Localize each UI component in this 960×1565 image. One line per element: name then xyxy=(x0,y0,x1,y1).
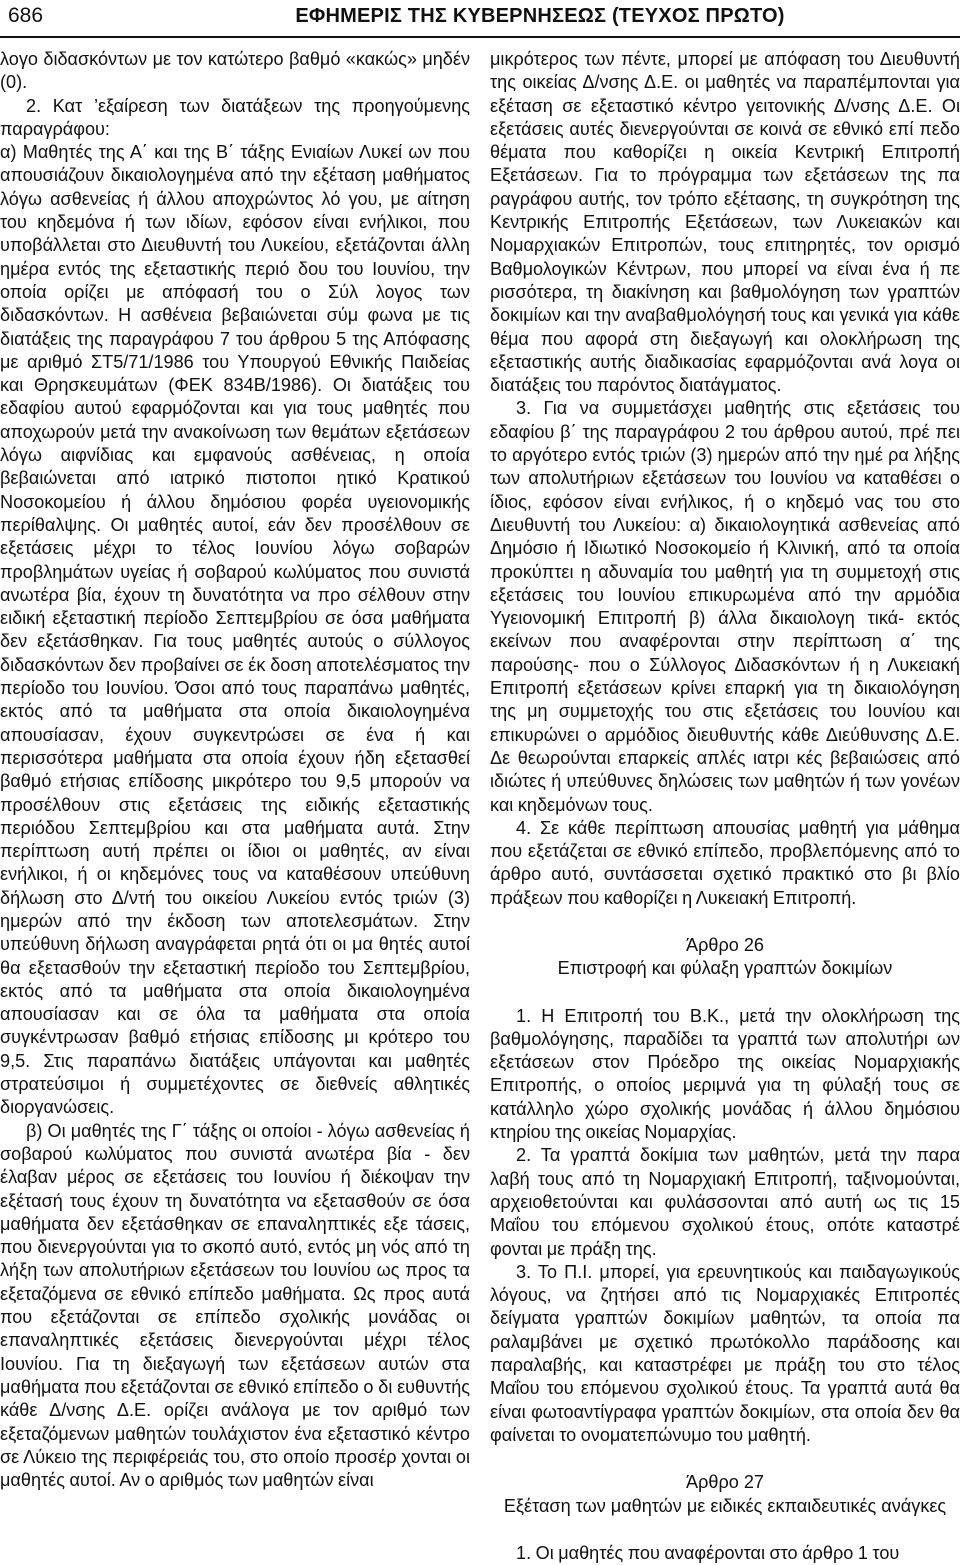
paragraph: α) Μαθητές της Α΄ και της Β΄ τάξης Ενιαίων Λυκεί ων που απουσιάζουν δικαιολογημένα από την εξέταση μαθήματος λόγω ασθενείας ή άλλου αποχρώντος λό γου, με αίτηση του κηδεμόνα ή των ιδίων, εφόσον είναι ενήλικοι, που υποβάλλεται στο Διευθυντή του Λυκείου, εξετάζονται άλλη ημέρα εντός της εξεταστικής περιό δου του Ιουνίου, την οποία ορίζει με απόφασή του ο Σύλ λογος των διδασκόντων. Η ασθένεια βεβαιώνεται σύμ φωνα με τις διατάξεις της παραγράφου 7 του άρθρου 5 της Απόφασης με αριθμό ΣΤ5/71/1986 του Υπουργού Εθνικής Παιδείας και Θρησκευμάτων (ΦΕΚ 834Β/1986). Οι διατάξεις του εδαφίου αυτού εφαρμόζονται και για τους μαθητές που αποχωρούν μετά την ανακοίνωση των θεμάτων εξετάσεων λόγω αιφνίδιας και εμφανούς ασθένειας, η οποία βεβαιώνεται από ιατρικό πιστοποι ητικό Κρατικού Νοσοκομείου ή άλλου δημόσιου φορέα υγειονομικής περίθαλψης. Οι μαθητές αυτοί, εάν δεν προσέλθουν σε εξετάσεις μέχρι το τέλος Ιουνίου λόγω σοβαρών προβλημάτων υγείας ή σοβαρού κωλύματος που συνιστά ανωτέρα βία, έχουν τη δυνατότητα να προ σέλθουν στην ειδική εξεταστική περίοδο Σεπτεμβρίου σε όσα μαθήματα δεν εξετάσθηκαν. Για τους μαθητές αυτούς ο σύλλογος διδασκόντων δεν προβαίνει σε έκ δοση αποτελέσματος την περίοδο του Ιουνίου. Όσοι από τους παραπάνω μαθητές, εκτός από τα μαθήματα στα οποία δικαιολογημένα απουσίασαν, έχουν συγκεντρώσει σε ένα ή και περισσότερα μαθήματα στα οποία έχουν ήδη εξετασθεί βαθμό ετήσιας επίδοσης μικρότερο του 9,5 μπορούν να προσέλθουν στις εξετάσεις της ειδικής εξεταστικής περιόδου Σεπτεμβρίου και στα μαθήματα αυτά. Στην περίπτωση αυτή πρέπει οι ίδιοι οι μαθητές, αν είναι ενήλικοι, ή οι κηδεμόνες τους να καταθέσουν υπεύθυνη δήλωση στο Δ/ντή του οικείου Λυκείου εντός τριών (3) ημερών από την έκδοση των αποτελεσμάτων. Στην υπεύθυνη δήλωση αναγράφεται ρητά ότι οι μα θητές αυτοί θα εξετασθούν την εξεταστική περίοδο του Σεπτεμβρίου, εκτός από τα μαθήματα στα οποία δικαιολογημένα απουσίασαν και σε όλα τα μαθήματα στα οποία συγκέντρωσαν βαθμό ετήσιας επίδοσης μι κρότερο του 9,5. Στις παραπάνω διατάξεις υπάγονται και μαθητές στρατεύσιμοι ή συμμετέχοντες σε διεθνείς αθλητικές διοργανώσεις. xyxy=(0,142,470,1118)
article-number: Άρθρο 27 xyxy=(686,1472,764,1493)
paragraph: 2. Τα γραπτά δοκίμια των μαθητών, μετά την παρα λαβή τους από τη Νομαρχιακή Επιτροπή, ταξινομούνται, αρχειοθετούνται και φυλάσσονται από αυτή ως τις 15 Μαΐου του επόμενου σχολικού έτους, οπότε καταστρέ φονται με πράξη της. xyxy=(490,1145,960,1259)
page-header xyxy=(0,0,960,40)
paragraph: β) Οι μαθητές της Γ΄ τάξης οι οποίοι - λόγω ασθενείας ή σοβαρού κωλύματος που συνιστά ανωτέρα βία - δεν έλαβαν μέρος σε εξετάσεις του Ιουνίου ή διέκοψαν την εξέτασή τους έχουν τη δυνατότητα να εξετασθούν σε όσα μαθήματα δεν εξετάσθηκαν σε επαναληπτικές εξε τάσεις, που διενεργούνται για το σκοπό αυτό, εντός μη νός από τη λήξη των απολυτήριων εξετάσεων του Ιουνίου ως προς τα εξεταζόμενα σε εθνικό επίπεδο μαθήματα. Ως προς αυτά που εξετάζονται σε επίπεδο σχολικής μονάδας οι επαναληπτικές εξετάσεις διενεργούνται μέχρι τέλος Ιουνίου. Για τη διεξαγωγή των εξετάσεων αυτών στα μαθήματα που εξετάζονται σε εθνικό επίπεδο ο δι ευθυντής κάθε Δ/νσης Δ.Ε. ορίζει ανάλογα με τον αριθμό των εξεταζόμενων μαθητών τουλάχιστον ένα εξεταστικό κέντρο σε Λύκειο της περιφέρειάς του, στο οποίο προσέρ χονται οι μαθητές αυτοί. Αν ο αριθμός των μαθητών είναι xyxy=(0,1120,470,1491)
paragraph: 1. Η Επιτροπή του Β.Κ., μετά την ολοκλήρωση της βαθμολόγησης, παραδίδει τα γραπτά των απολυτήρι ων εξετάσεων στον Πρόεδρο της οικείας Νομαρχιακής Επιτροπής, ο οποίος μεριμνά για τη φύλαξή τους σε κατάλληλο χώρο σχολικής μονάδας ή άλλου δημόσιου κτηρίου της οικείας Νομαρχίας. xyxy=(490,1005,960,1143)
paragraph: λογο διδασκόντων με τον κατώτερο βαθμό «κακώς» μηδέν (0). xyxy=(0,49,470,93)
header-rule xyxy=(0,36,960,38)
left-column xyxy=(0,48,470,1492)
section-spacer xyxy=(490,1518,960,1542)
right-column xyxy=(490,48,960,1565)
section-spacer xyxy=(490,981,960,1005)
paragraph: 2. Κατ ’εξαίρεση των διατάξεων της προηγούμενης παραγράφου: xyxy=(0,95,470,139)
paragraph: 1. Οι μαθητές που αναφέρονται στο άρθρο 1 του xyxy=(516,1542,900,1563)
paragraph: μικρότερος των πέντε, μπορεί με απόφαση του Διευθυντή της οικείας Δ/νσης Δ.Ε. οι μαθητές να παραπέμπονται για εξέταση σε εξεταστικό κέντρο γειτονικής Δ/νσης Δ.Ε. Οι εξετάσεις αυτές διενεργούνται σε κοινά σε εθνικό επί πεδο θέματα που καθορίζει η οικεία Κεντρική Επιτροπή Εξετάσεων. Για το πρόγραμμα των εξετάσεων της πα ραγράφου αυτής, τον τρόπο εξέτασης, τη συγκρότηση της Κεντρικής Επιτροπής Εξετάσεων, των Λυκειακών και Νομαρχιακών Επιτροπών, τους επιτηρητές, τον ορισμό Βαθμολογικών Κέντρων, που μπορεί να είναι ένα ή πε ρισσότερα, τη διακίνηση και βαθμολόγηση των γραπτών δοκιμίων και την αναβαθμολόγησή τους και γενικά για κάθε θέμα που αφορά στη διεξαγωγή και ολοκλήρωση της εξεταστικής αυτής διαδικασίας εφαρμόζονται ανά λογα οι διατάξεις του παρόντος διατάγματος. xyxy=(490,49,960,396)
page-number: 686 xyxy=(8,4,44,27)
section-spacer xyxy=(490,910,960,934)
paragraph: 3. Για να συμμετάσχει μαθητής στις εξετάσεις του εδαφίου β΄ της παραγράφου 2 του άρθρου αυτού, πρέ πει το αργότερο εντός τριών (3) ημερών από την ημέ ρα λήξης των απολυτήριων εξετάσεων του Ιουνίου να καταθέσει ο ίδιος, εφόσον είναι ενήλικος, ή ο κηδεμό νας του στο Διευθυντή του Λυκείου: α) δικαιολογητικά ασθενείας από Δημόσιο ή Ιδιωτικό Νοσοκομείο ή Κλινική, από τα οποία προκύπτει η αδυναμία του μαθητή για τη συμμετοχή στις εξετάσεις του Ιουνίου επικυρωμένα από την αρμόδια Υγειονομική Επιτροπή β) άλλα δικαιολογη τικά- εκτός εκείνων που αναφέρονται στην περίπτωση α΄ της παρούσης- που ο Σύλλογος Διδασκόντων ή η Λυκειακή Επιτροπή εξετάσεων κρίνει επαρκή για τη δικαιολόγηση της μη συμμετοχής του στις εξετάσεις του Ιουνίου και επικυρώνει ο αρμόδιος διευθυντής κάθε Διεύθυνσης Δ.Ε. Δε θεωρούνται επαρκείς απλές ιατρι κές βεβαιώσεις από ιδιώτες ή υπεύθυνες δηλώσεις των μαθητών ή των γονέων και κηδεμόνων τους. xyxy=(490,398,960,815)
article-title: Επιστροφή και φύλαξη γραπτών δοκιμίων xyxy=(557,958,893,979)
paragraph: 4. Σε κάθε περίπτωση απουσίας μαθητή για μάθημα που εξετάζεται σε εθνικό επίπεδο, προβλεπόμενης από το άρθρο αυτό, συντάσσεται σχετικό πρακτικό στο βι βλίο πράξεων που καθορίζει η Λυκειακή Επιτροπή. xyxy=(490,817,960,908)
article-title: Εξέταση των μαθητών με ειδικές εκπαιδευτικές ανάγκες xyxy=(503,1495,947,1516)
paragraph: 3. Το Π.Ι. μπορεί, για ερευνητικούς και παιδαγωγικούς λόγους, να ζητήσει από τις Νομαρχιακές Επιτροπές δείγματα γραπτών δοκιμίων μαθητών, τα οποία πα ραλαμβάνει με σχετικό πρωτόκολλο παράδοσης και παραλαβής, και καταστρέφει με πράξη του στο τέλος Μαΐου του επόμενου σχολικού έτους. Τα γραπτά αυτά θα είναι φωτοαντίγραφα γραπτών δοκιμίων, στα οποία δεν θα φαίνεται το ονοματεπώνυμο του μαθητή. xyxy=(490,1261,960,1445)
gazette-title: ΕΦΗΜΕΡΙΣ ΤΗΣ ΚΥΒΕΡΝΗΣΕΩΣ (ΤΕΥΧΟΣ ΠΡΩΤΟ) xyxy=(295,5,785,27)
section-spacer xyxy=(490,1447,960,1471)
article-number: Άρθρο 26 xyxy=(686,934,764,955)
